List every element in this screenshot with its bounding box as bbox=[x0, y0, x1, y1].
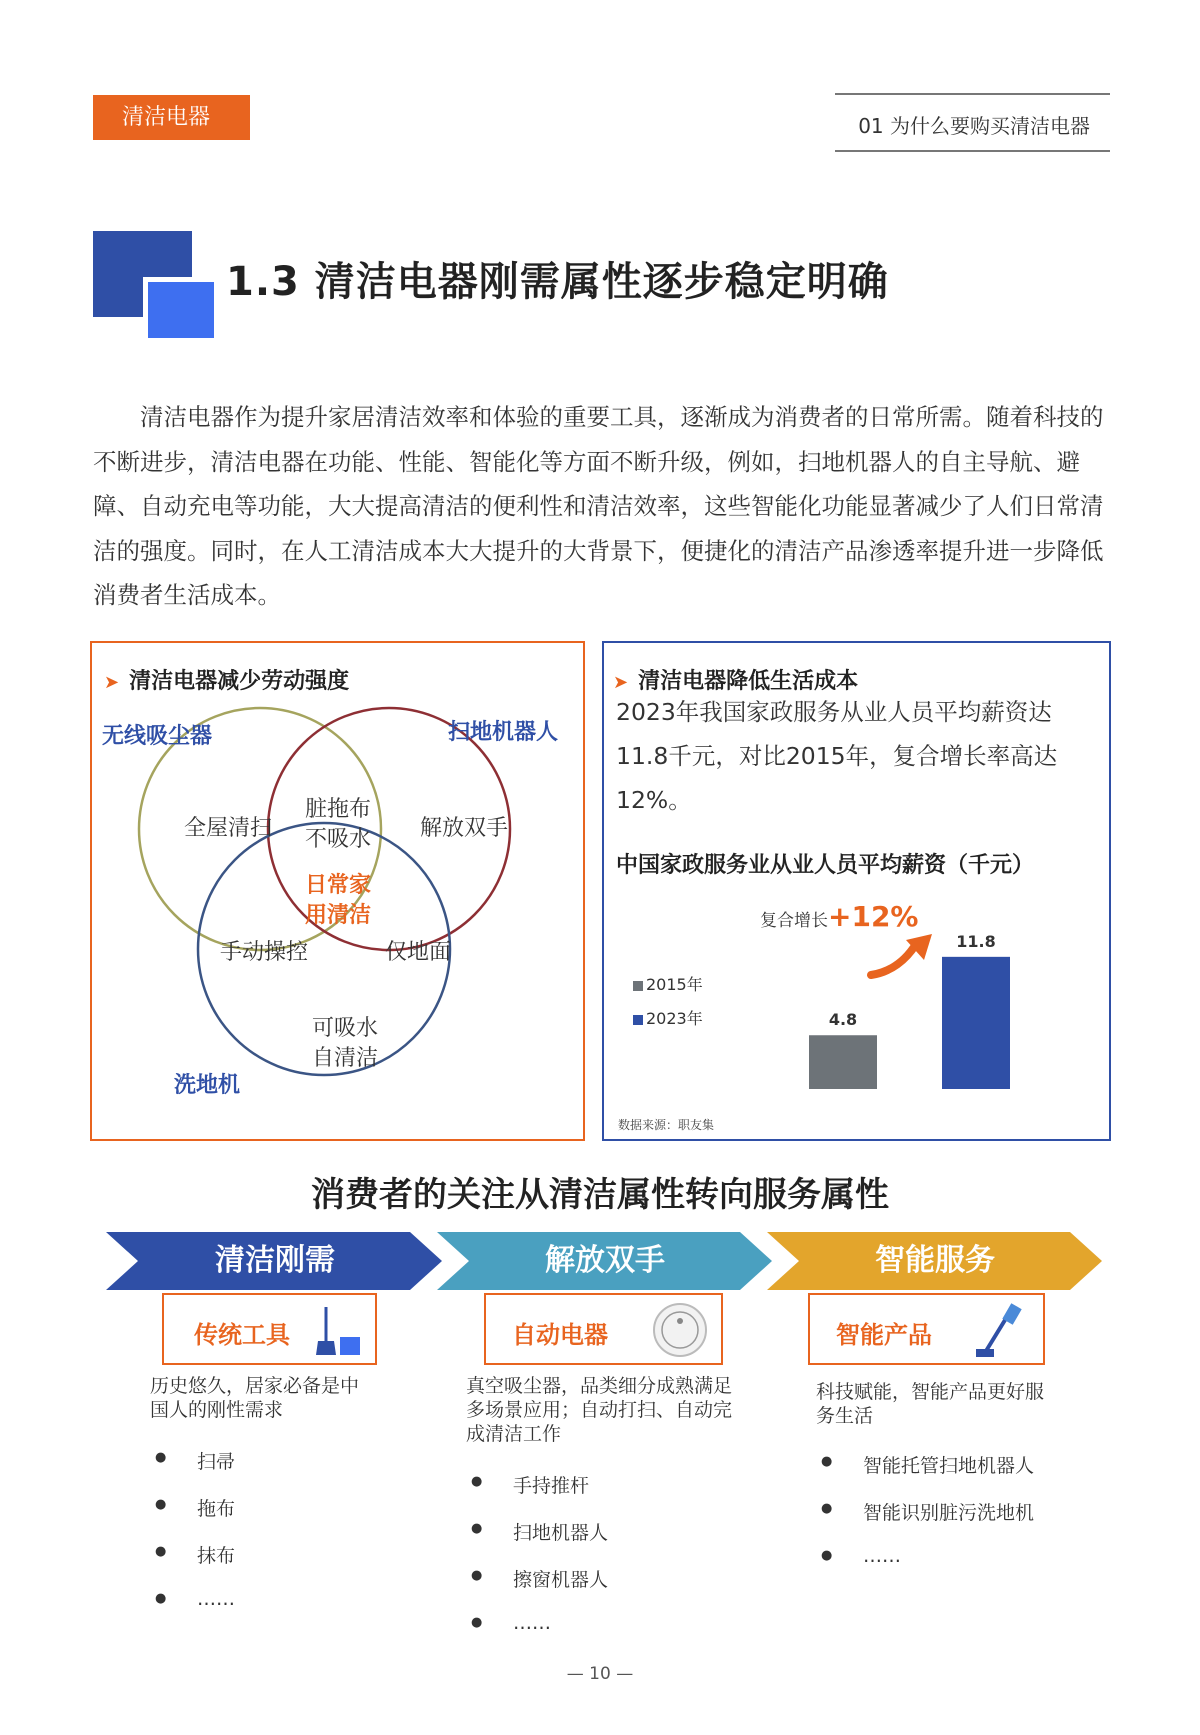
list-item: ● 抹布 bbox=[150, 1541, 235, 1588]
venn-region-robot-only: 解放双手 bbox=[419, 816, 508, 841]
venn-set-label-cordless-vacuum: 无线吸尘器 bbox=[102, 724, 213, 749]
stage-items-1 bbox=[150, 1447, 235, 1635]
venn-set-label-floor-scrubber: 洗地机 bbox=[174, 1073, 241, 1098]
stage-card-1 bbox=[162, 1293, 377, 1365]
venn-set-label-robot-vacuum: 扫地机器人 bbox=[448, 720, 559, 745]
list-item: ● 拖布 bbox=[150, 1494, 235, 1541]
venn-region-scrubber-only: 可吸水 自清洁 bbox=[311, 1016, 378, 1071]
venn-region-vacuum-robot: 脏拖布 不吸水 bbox=[304, 797, 371, 852]
bar-2015年 bbox=[809, 1035, 877, 1089]
list-item: ● 智能识别脏污洗地机 bbox=[816, 1498, 1034, 1545]
venn-region-robot-scrubber: 仅地面 bbox=[384, 940, 451, 965]
stage-card-2 bbox=[484, 1293, 723, 1365]
stage-desc-3: 科技赋能，智能产品更好服 务生活 bbox=[816, 1381, 1045, 1427]
heading-square-light bbox=[143, 277, 214, 338]
stage-card-label-3: 智能产品 bbox=[836, 1321, 932, 1349]
stage-card-label-2: 自动电器 bbox=[512, 1321, 608, 1349]
bar-value-label: 11.8 bbox=[956, 931, 996, 951]
page-number: — 10 — bbox=[566, 1664, 634, 1684]
venn-panel-title: ➤ 清洁电器减少劳动强度 bbox=[104, 669, 350, 694]
broom-icon bbox=[314, 1303, 364, 1359]
stick-vacuum-icon bbox=[968, 1301, 1028, 1361]
cost-panel-text: 2023年我国家政服务从业人员平均薪资达11.8千元，对比2015年，复合增长率高达12%。 bbox=[616, 698, 1058, 814]
legend-item-2023: 2023年 bbox=[633, 1006, 703, 1029]
stage-desc-1: 历史悠久，居家必备是中 国人的刚性需求 bbox=[150, 1375, 360, 1421]
stage-items-3 bbox=[816, 1451, 1034, 1592]
cost-panel-title: ➤ 清洁电器降低生活成本 bbox=[613, 669, 859, 694]
list-item: ● 扫帚 bbox=[150, 1447, 235, 1494]
list-item: ● 手持推杆 bbox=[466, 1471, 608, 1518]
stage-desc-2: 真空吸尘器，品类细分成熟满足 多场景应用；自动打扫、自动完 成清洁工作 bbox=[466, 1375, 733, 1445]
venn-region-vacuum-scrubber: 手动操控 bbox=[219, 940, 308, 965]
chart-title: 中国家政服务业从业人员平均薪资（千元） bbox=[616, 853, 1035, 878]
list-item: ● 智能托管扫地机器人 bbox=[816, 1451, 1034, 1498]
list-item: ● …… bbox=[466, 1612, 608, 1659]
growth-annotation: 复合增长+12% bbox=[760, 900, 919, 933]
growth-value: +12% bbox=[828, 900, 919, 933]
list-item: ● 扫地机器人 bbox=[466, 1518, 608, 1565]
data-source: 数据来源：职友集 bbox=[618, 1118, 715, 1132]
flow-section-title: 消费者的关注从清洁属性转向服务属性 bbox=[311, 1175, 889, 1215]
venn-region-vacuum-only: 全屋清扫 bbox=[183, 816, 272, 841]
list-item: ● …… bbox=[150, 1588, 235, 1635]
intro-paragraph: 清洁电器作为提升家居清洁效率和体验的重要工具，逐渐成为消费者的日常所需。随着科技的不断进步，清洁电器在功能、性能、智能化等方面不断升级，例如，扫地机器人的自主导航、避障、自动充电等功能，大大提高清洁的便利性和清洁效率，这些智能化功能显著减少了人们日常清洁的强度。同时，在人工清洁成本大大提升的大背景下，便捷化的清洁产品渗透率提升进一步降低消费者生活成本。 bbox=[93, 403, 1104, 609]
legend-item-2015: 2015年 bbox=[633, 972, 703, 995]
stage-card-label-1: 传统工具 bbox=[194, 1321, 290, 1349]
header-rule-top bbox=[835, 93, 1110, 95]
robot-vacuum-icon bbox=[650, 1301, 710, 1359]
salary-bar-chart bbox=[602, 900, 1111, 1090]
stage-label-2: 解放双手 bbox=[545, 1243, 665, 1278]
chapter-title: 01 为什么要购买清洁电器 bbox=[858, 114, 1090, 138]
stage-label-3: 智能服务 bbox=[875, 1243, 995, 1278]
venn-region-center: 日常家 用清洁 bbox=[304, 873, 371, 928]
bar-2023年 bbox=[942, 957, 1010, 1089]
list-item: ● …… bbox=[816, 1545, 1034, 1592]
section-title: 1.3 清洁电器刚需属性逐步稳定明确 bbox=[226, 259, 889, 305]
bar-value-label: 4.8 bbox=[828, 1010, 858, 1030]
category-tag: 清洁电器 bbox=[93, 95, 250, 140]
stage-items-2 bbox=[466, 1471, 608, 1659]
stage-card-3 bbox=[808, 1293, 1045, 1365]
header-rule-bottom bbox=[835, 150, 1110, 152]
chevron-right-icon: ➤ bbox=[613, 672, 629, 693]
chevron-right-icon: ➤ bbox=[104, 672, 120, 693]
stage-label-1: 清洁刚需 bbox=[215, 1243, 335, 1278]
list-item: ● 擦窗机器人 bbox=[466, 1565, 608, 1612]
